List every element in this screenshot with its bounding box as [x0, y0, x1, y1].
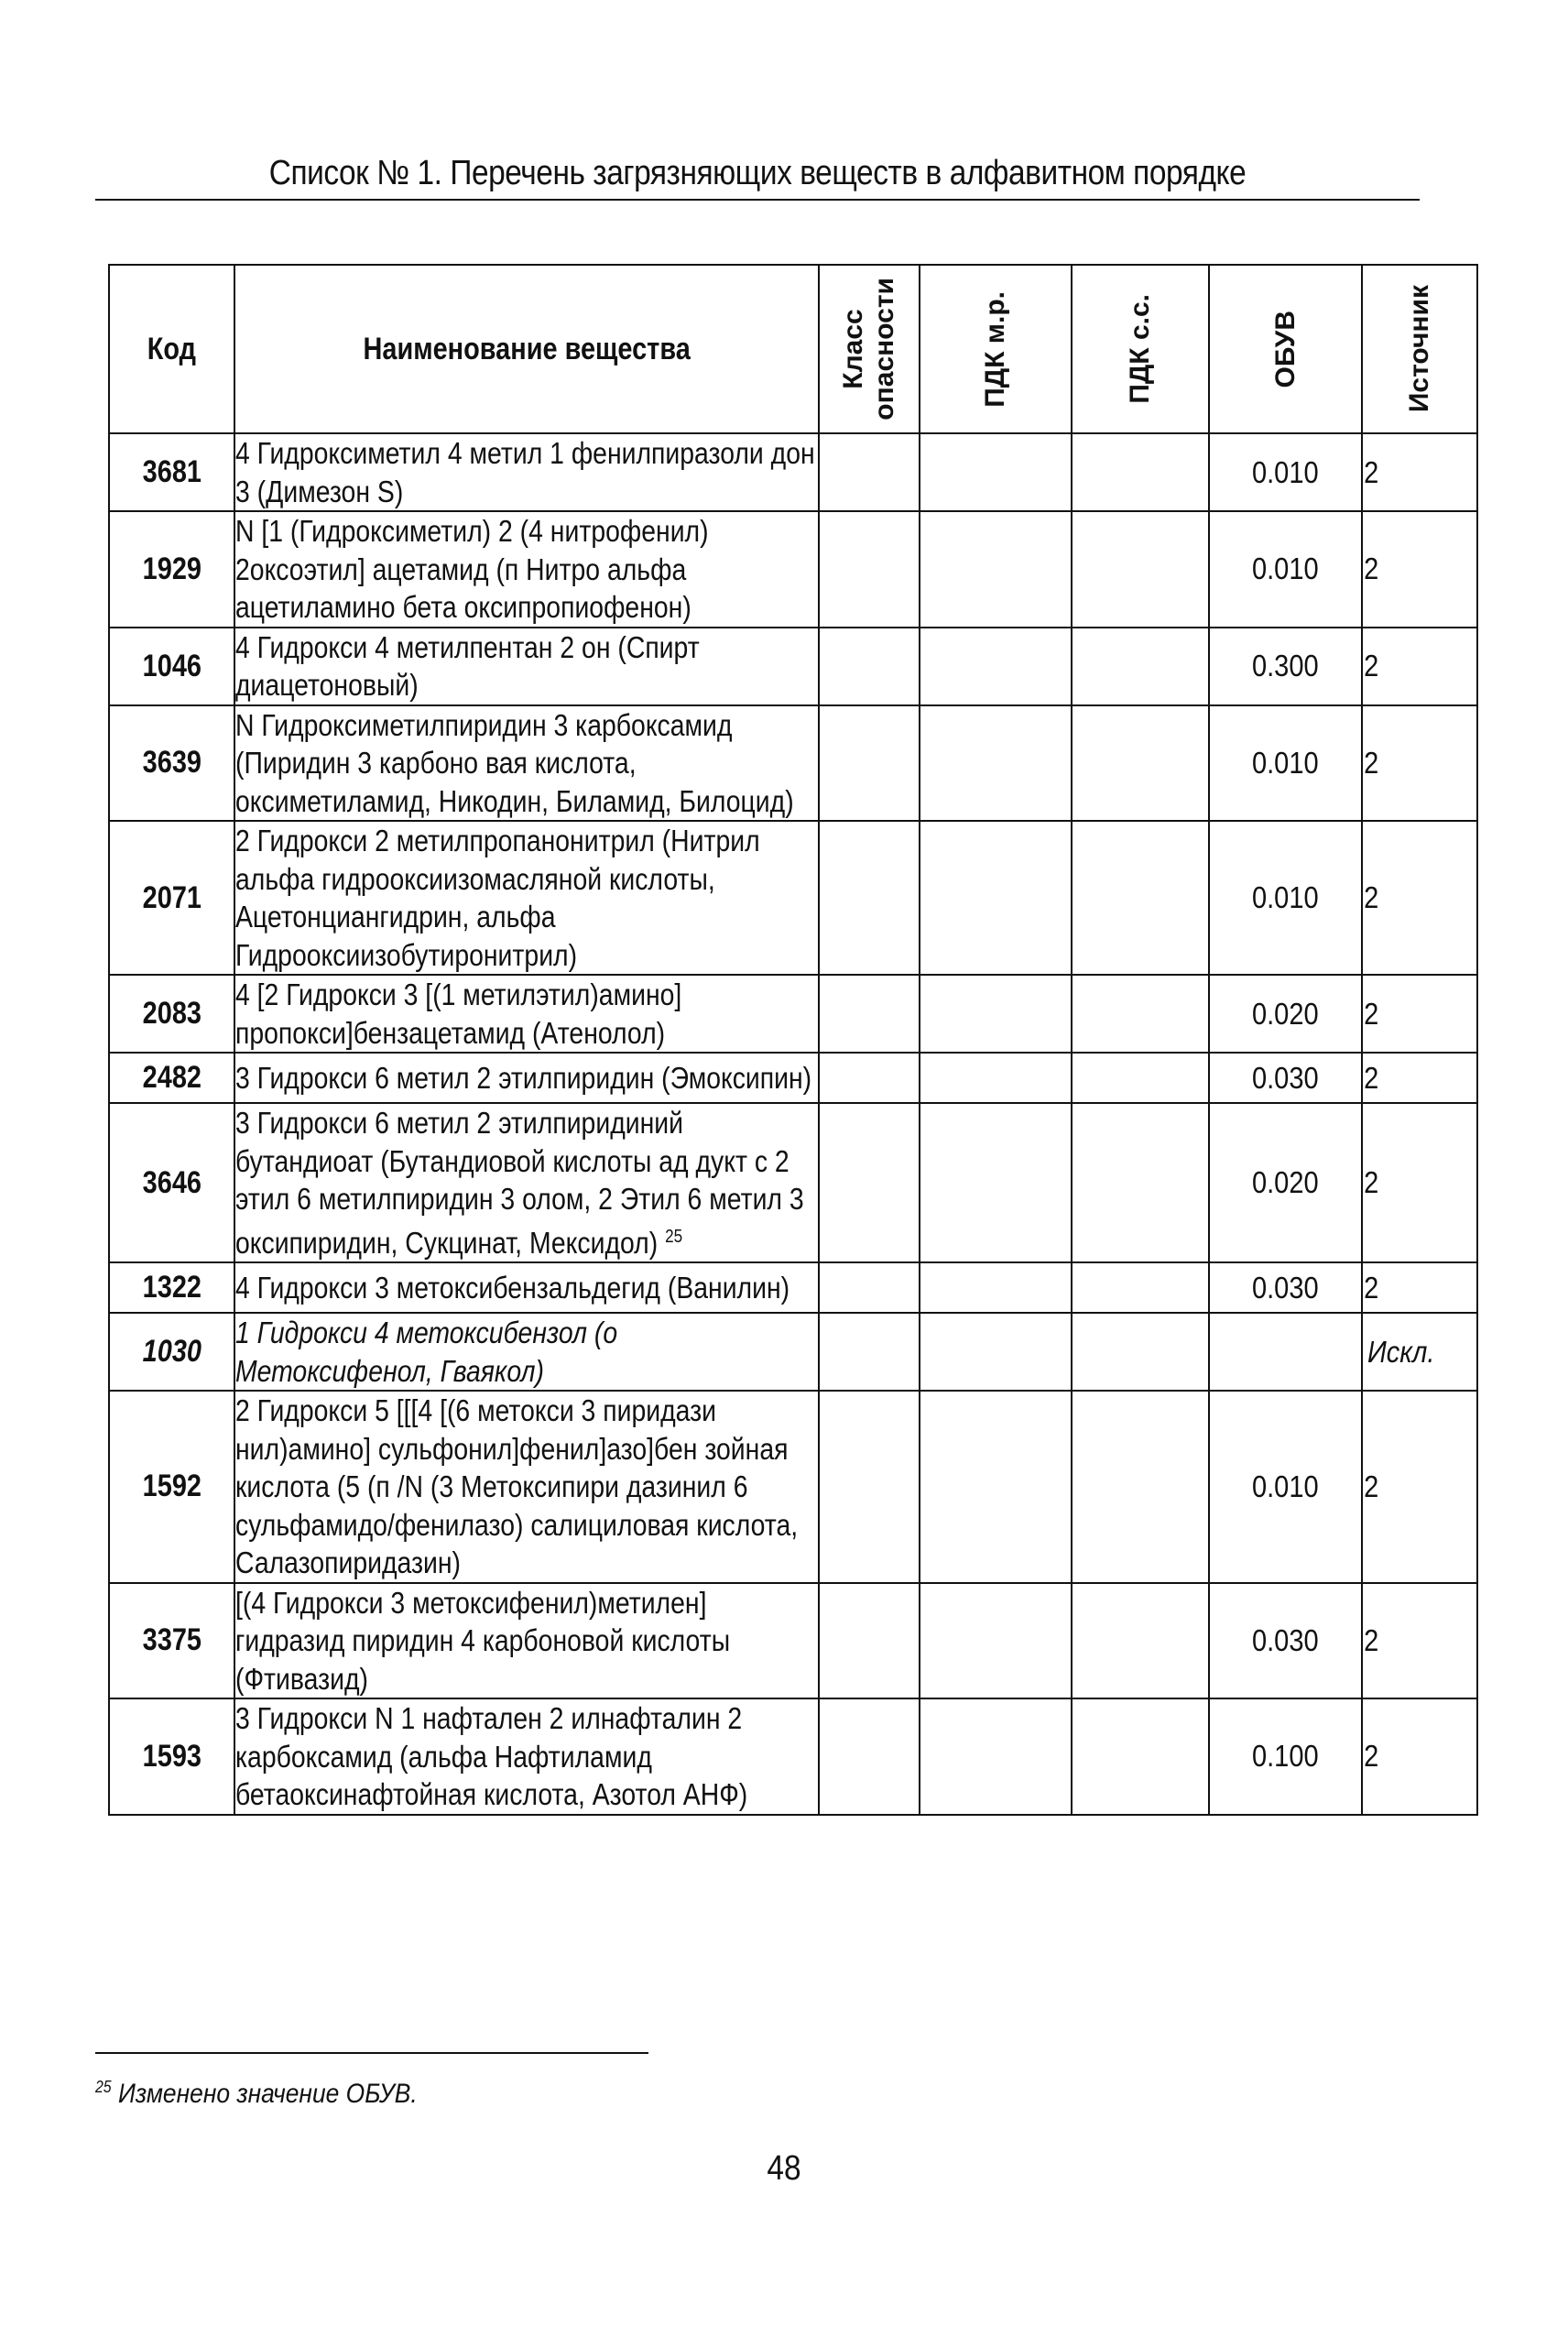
- cell-obuv: 0.020: [1209, 975, 1362, 1053]
- table-row: [109, 433, 1477, 511]
- cell-hazard-class: [819, 705, 920, 822]
- cell-pdk-mr: [920, 1053, 1072, 1103]
- cell-obuv: 0.030: [1209, 1262, 1362, 1313]
- cell-pdk-ss: [1072, 1391, 1209, 1583]
- cell-obuv: 0.030: [1209, 1583, 1362, 1699]
- cell-code: 1030: [109, 1313, 234, 1391]
- cell-source: 2: [1362, 1262, 1477, 1313]
- cell-hazard-class: [819, 433, 920, 511]
- cell-code: 3375: [109, 1583, 234, 1699]
- cell-pdk-ss: [1072, 511, 1209, 628]
- cell-pdk-mr: [920, 1391, 1072, 1583]
- cell-pdk-ss: [1072, 975, 1209, 1053]
- cell-source: 2: [1362, 1103, 1477, 1262]
- cell-hazard-class: [819, 511, 920, 628]
- col-header-code: Код: [109, 265, 234, 433]
- table-row: [109, 1053, 1477, 1103]
- cell-pdk-ss: [1072, 821, 1209, 975]
- cell-hazard-class: [819, 628, 920, 705]
- cell-code: 1929: [109, 511, 234, 628]
- cell-name: 4 Гидрокси 4 метилпентан 2 он (Спирт диацетоновый): [234, 628, 819, 705]
- cell-source: 2: [1362, 1698, 1477, 1815]
- cell-source: 2: [1362, 1583, 1477, 1699]
- table-row: [109, 511, 1477, 628]
- cell-hazard-class: [819, 1583, 920, 1699]
- cell-pdk-mr: [920, 433, 1072, 511]
- cell-obuv: 0.030: [1209, 1053, 1362, 1103]
- cell-name: 4 Гидрокси 3 метоксибензальдегид (Ванилин): [234, 1262, 819, 1313]
- table-row: [109, 1262, 1477, 1313]
- cell-obuv: 0.020: [1209, 1103, 1362, 1262]
- cell-hazard-class: [819, 1313, 920, 1391]
- cell-pdk-mr: [920, 1583, 1072, 1699]
- cell-source: 2: [1362, 1053, 1477, 1103]
- cell-obuv: 0.010: [1209, 433, 1362, 511]
- page-number: 48: [767, 2149, 801, 2188]
- cell-source: Искл.: [1362, 1313, 1477, 1391]
- cell-hazard-class: [819, 1103, 920, 1262]
- cell-pdk-ss: [1072, 1698, 1209, 1815]
- cell-source: 2: [1362, 511, 1477, 628]
- cell-pdk-ss: [1072, 1053, 1209, 1103]
- table-row: [109, 705, 1477, 822]
- cell-pdk-ss: [1072, 1313, 1209, 1391]
- cell-obuv: 0.010: [1209, 821, 1362, 975]
- cell-code: 1322: [109, 1262, 234, 1313]
- cell-code: 1046: [109, 628, 234, 705]
- cell-hazard-class: [819, 1262, 920, 1313]
- footnote-text: Изменено значение ОБУВ.: [117, 2079, 418, 2109]
- cell-pdk-mr: [920, 1103, 1072, 1262]
- cell-name: N [1 (Гидроксиметил) 2 (4 нитрофенил) 2оксоэтил] ацетамид (п Нитро альфа ацетиламино бета оксипропиофенон): [234, 511, 819, 628]
- cell-code: 3681: [109, 433, 234, 511]
- cell-obuv: 0.010: [1209, 1391, 1362, 1583]
- cell-pdk-mr: [920, 511, 1072, 628]
- cell-obuv: 0.010: [1209, 705, 1362, 822]
- cell-name: 4 [2 Гидрокси 3 [(1 метилэтил)амино] пропокси]бензацетамид (Атенолол): [234, 975, 819, 1053]
- footnote-number: 25: [95, 2078, 112, 2096]
- cell-pdk-mr: [920, 628, 1072, 705]
- cell-source: 2: [1362, 975, 1477, 1053]
- table-row: [109, 975, 1477, 1053]
- cell-pdk-mr: [920, 975, 1072, 1053]
- cell-name: 3 Гидрокси N 1 нафтален 2 илнафталин 2 карбоксамид (альфа Нафтиламид бетаоксинафтойная кислота, Азотол АНФ): [234, 1698, 819, 1815]
- cell-name: 2 Гидрокси 5 [[[4 [(6 метокси 3 пиридази нил)амино] сульфонил]фенил]азо]бен зойная кислота (5 (п /N (3 Метоксипири дазинил 6 сульфамидо/фенилазо) салициловая кислота, Салазопиридазин): [234, 1391, 819, 1583]
- col-header-name: Наименование вещества: [234, 265, 819, 433]
- cell-pdk-ss: [1072, 1583, 1209, 1699]
- cell-source: 2: [1362, 705, 1477, 822]
- cell-name: N Гидроксиметилпиридин 3 карбоксамид (Пиридин 3 карбоно вая кислота, оксиметиламид, Никодин, Биламид, Билоцид): [234, 705, 819, 822]
- cell-pdk-mr: [920, 1262, 1072, 1313]
- table-row: [109, 1583, 1477, 1699]
- cell-name: [(4 Гидрокси 3 метоксифенил)метилен] гидразид пиридин 4 карбоновой кислоты (Фтивазид): [234, 1583, 819, 1699]
- cell-pdk-mr: [920, 1698, 1072, 1815]
- cell-pdk-mr: [920, 821, 1072, 975]
- cell-code: 2482: [109, 1053, 234, 1103]
- cell-pdk-mr: [920, 705, 1072, 822]
- cell-source: 2: [1362, 433, 1477, 511]
- cell-name: 3 Гидрокси 6 метил 2 этилпиридиний бутандиоат (Бутандиовой кислоты ад дукт с 2 этил 6 метилпиридин 3 олом, 2 Этил 6 метил 3 оксипиридин, Сукцинат, Мексидол) $^{25}$: [234, 1103, 819, 1262]
- table-row: [109, 628, 1477, 705]
- page-title: Список № 1. Перечень загрязняющих веществ в алфавитном порядке: [268, 154, 1247, 192]
- cell-pdk-ss: [1072, 433, 1209, 511]
- cell-code: 3639: [109, 705, 234, 822]
- cell-pdk-ss: [1072, 1103, 1209, 1262]
- col-header-pdk-ss: ПДК с.с.: [1072, 265, 1209, 433]
- cell-source: 2: [1362, 628, 1477, 705]
- table-row: [109, 1103, 1477, 1262]
- cell-obuv: 0.300: [1209, 628, 1362, 705]
- cell-pdk-mr: [920, 1313, 1072, 1391]
- col-header-pdk-mr: ПДК м.р.: [920, 265, 1072, 433]
- cell-obuv: 0.010: [1209, 511, 1362, 628]
- table-row: [109, 821, 1477, 975]
- cell-code: 2071: [109, 821, 234, 975]
- footnote: [95, 2078, 418, 2110]
- table-row: [109, 1391, 1477, 1583]
- cell-name: 2 Гидрокси 2 метилпропанонитрил (Нитрил альфа гидрооксиизомасляной кислоты, Ацетонциангидрин, альфа Гидрооксиизобутиронитрил): [234, 821, 819, 975]
- cell-hazard-class: [819, 1053, 920, 1103]
- table-header-row: [109, 265, 1477, 433]
- cell-code: 3646: [109, 1103, 234, 1262]
- table-row: [109, 1698, 1477, 1815]
- cell-hazard-class: [819, 975, 920, 1053]
- cell-hazard-class: [819, 821, 920, 975]
- cell-pdk-ss: [1072, 1262, 1209, 1313]
- cell-name: 3 Гидрокси 6 метил 2 этилпиридин (Эмоксипин): [234, 1053, 819, 1103]
- table-row: [109, 1313, 1477, 1391]
- col-header-obuv: ОБУВ: [1209, 265, 1362, 433]
- col-header-source: Источник: [1362, 265, 1477, 433]
- cell-source: 2: [1362, 821, 1477, 975]
- footnote-ref: 25: [665, 1226, 683, 1247]
- substances-table: [108, 264, 1478, 1816]
- footnote-divider: [95, 2052, 648, 2054]
- cell-source: 2: [1362, 1391, 1477, 1583]
- cell-obuv: [1209, 1313, 1362, 1391]
- cell-name: 4 Гидроксиметил 4 метил 1 фенилпиразоли дон 3 (Димезон S): [234, 433, 819, 511]
- table-body: [109, 433, 1477, 1815]
- cell-hazard-class: [819, 1391, 920, 1583]
- col-header-hazard-class: Класс опасности: [819, 265, 920, 433]
- cell-name: 1 Гидрокси 4 метоксибензол (о Метоксифенол, Гваякол): [234, 1313, 819, 1391]
- cell-code: 1593: [109, 1698, 234, 1815]
- cell-pdk-ss: [1072, 705, 1209, 822]
- cell-hazard-class: [819, 1698, 920, 1815]
- cell-obuv: 0.100: [1209, 1698, 1362, 1815]
- cell-pdk-ss: [1072, 628, 1209, 705]
- header-divider: [95, 199, 1420, 201]
- cell-code: 1592: [109, 1391, 234, 1583]
- cell-code: 2083: [109, 975, 234, 1053]
